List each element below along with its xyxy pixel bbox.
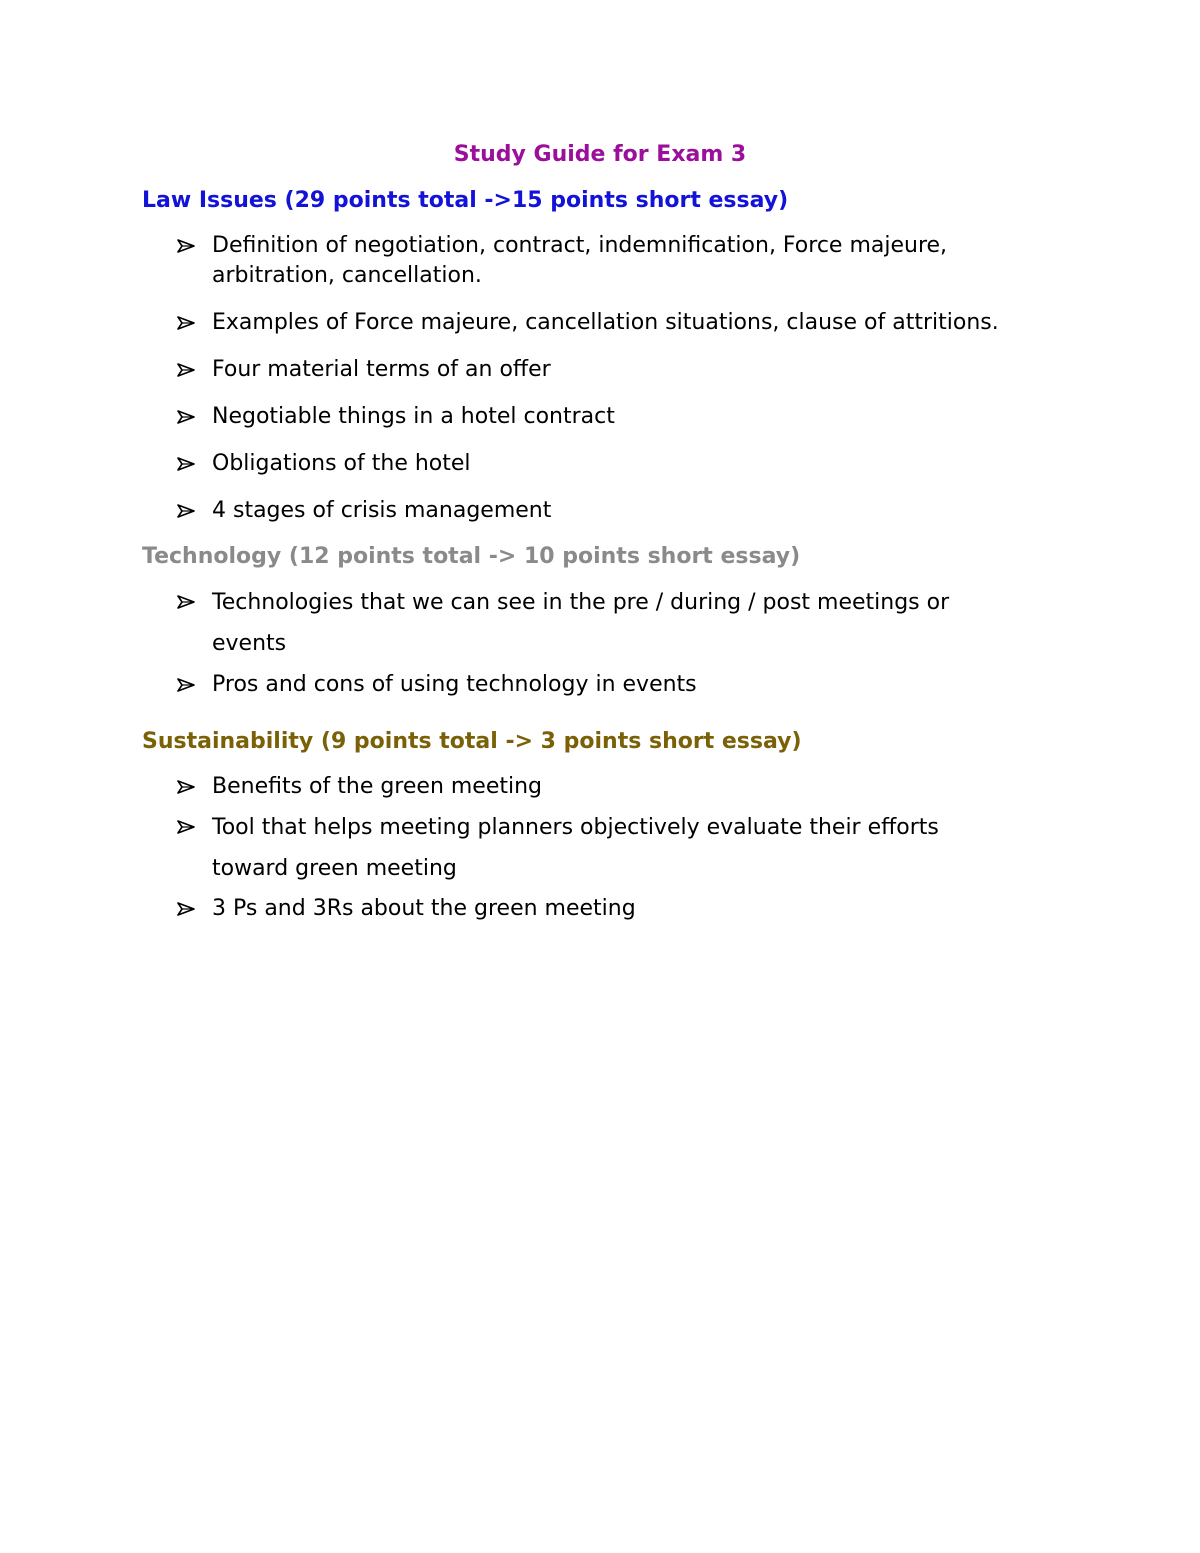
list-item-text: Pros and cons of using technology in events <box>212 672 697 697</box>
arrowhead-bullet-icon <box>176 402 198 432</box>
list-item <box>176 308 1056 338</box>
list-item <box>176 894 1056 924</box>
list-item-text: Four material terms of an offer <box>212 357 551 382</box>
list-item <box>176 449 1056 479</box>
arrowhead-bullet-icon <box>176 355 198 385</box>
list-item-text: Definition of negotiation, contract, indemnification, Force majeure, arbitration, cancellation. <box>212 233 948 288</box>
section-heading-sustainability: Sustainability (9 points total -> 3 points short essay) <box>142 729 802 754</box>
list-item <box>176 807 1006 889</box>
arrowhead-bullet-icon <box>176 807 198 837</box>
arrowhead-bullet-icon <box>176 670 198 700</box>
list-item <box>176 772 1056 802</box>
document-title: Study Guide for Exam 3 <box>453 142 747 167</box>
arrowhead-bullet-icon <box>176 449 198 479</box>
arrowhead-bullet-icon <box>176 894 198 924</box>
list-item <box>176 670 1056 700</box>
list-item <box>176 402 1056 432</box>
arrowhead-bullet-icon <box>176 582 198 612</box>
list-item-text: Benefits of the green meeting <box>212 774 543 799</box>
list-item-text: Negotiable things in a hotel contract <box>212 404 615 429</box>
section-heading-law-issues: Law Issues (29 points total ->15 points short essay) <box>142 188 789 213</box>
arrowhead-bullet-icon <box>176 772 198 802</box>
arrowhead-bullet-icon <box>176 308 198 338</box>
list-item-text: Technologies that we can see in the pre / during / post meetings or events <box>212 590 950 656</box>
list-item <box>176 231 1056 291</box>
list-item-text: 4 stages of crisis management <box>212 498 552 523</box>
list-item-text: 3 Ps and 3Rs about the green meeting <box>212 896 636 921</box>
section-heading-technology: Technology (12 points total -> 10 points short essay) <box>142 544 801 569</box>
list-item <box>176 582 1006 664</box>
arrowhead-bullet-icon <box>176 496 198 526</box>
list-item-text: Obligations of the hotel <box>212 451 471 476</box>
list-item <box>176 496 1056 526</box>
list-item <box>176 355 1056 385</box>
list-item-text: Examples of Force majeure, cancellation situations, clause of attritions. <box>212 310 999 335</box>
list-item-text: Tool that helps meeting planners objectively evaluate their efforts toward green meeting <box>212 815 939 881</box>
arrowhead-bullet-icon <box>176 231 198 261</box>
